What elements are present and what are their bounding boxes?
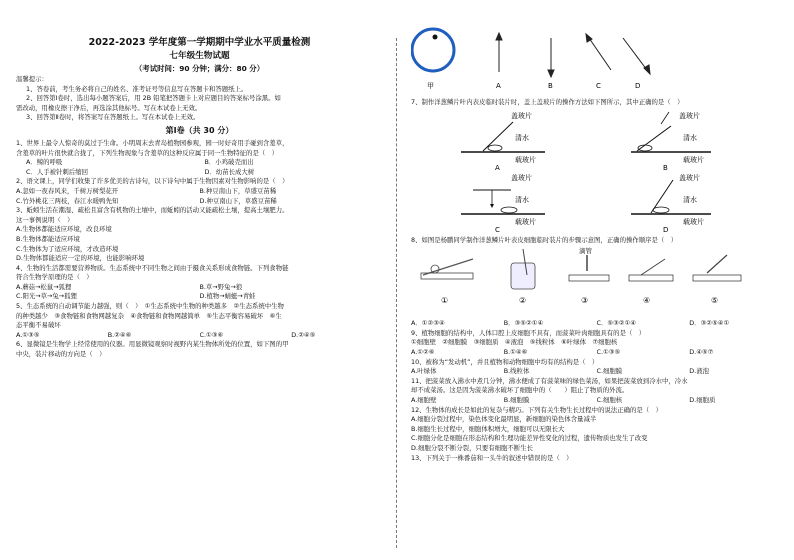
arrow-label-c: C <box>596 82 601 90</box>
q4-option-c: C.阳光→草→兔→狐狸 <box>16 292 77 301</box>
svg-text:A: A <box>495 163 500 172</box>
q10-option-d: D.液泡 <box>689 367 709 376</box>
notice-label: 温馨提示： <box>16 75 48 83</box>
question-5-cont: 的种类越少 ③食物链和食物网越复杂 ④食物链和食物网越简单 ⑤生态平衡容易破坏 ⑥生 <box>16 311 282 320</box>
notice-line: 需改动，用橡皮擦干净后，再选涂其他标号。写在本试卷上无效。 <box>16 103 202 112</box>
question-11-cont: 却不成菜汤。这是因为菠菜沸水破坏了细胞中的（ ）阻止了物质的外流。 <box>411 386 629 395</box>
q7-panel-b <box>631 111 711 172</box>
q5-option-d: D.②④⑤ <box>291 330 316 339</box>
q8-step-2 <box>511 249 535 305</box>
question-8: 8、如图是杨鹏同学制作洋葱鳞片叶表皮细胞临时装片的步骤示意图，正确的操作顺序是（ ） <box>411 235 678 244</box>
svg-text:①: ① <box>441 296 449 306</box>
svg-text:载玻片: 载玻片 <box>515 217 536 226</box>
q8-step-1 <box>421 259 473 305</box>
question-3-cont: 这一事例说明（ ） <box>16 215 74 224</box>
q11-option-a: A.细胞壁 <box>411 395 437 404</box>
notice-line: 3、回答第Ⅱ卷时，将答案写在答题纸上。写在本试卷上无效。 <box>26 113 200 122</box>
q8-figure <box>411 245 782 315</box>
arrow-c <box>589 38 611 70</box>
exam-subtitle: 七年级生物试题 <box>169 51 230 61</box>
question-11: 11、把菠菜放入沸水中煮几分钟，沸水便成了有菠菜味的绿色菜汤，如果把菠菜放到冷水中，冷水 <box>411 376 688 385</box>
q1-option-b: B．小鸡破壳而出 <box>204 158 254 167</box>
notice-line: 2、回答第Ⅰ卷时，选出每小题答案后，用 2B 铅笔把答题卡上对应题目的答案标号涂黑。如 <box>26 94 281 103</box>
q10-option-a: A.叶绿体 <box>411 367 437 376</box>
svg-text:清水: 清水 <box>515 195 529 204</box>
field-of-view-circle <box>412 29 454 71</box>
svg-text:④: ④ <box>643 296 651 306</box>
q8-step-4 <box>629 259 673 305</box>
notice-line: 1、答卷前，考生务必将自己的姓名、准考证号等信息写在答题卡和答题纸上。 <box>26 84 248 93</box>
q7-panel-c <box>461 173 545 232</box>
svg-text:载玻片: 载玻片 <box>683 155 704 164</box>
arrow-label-d: D <box>635 82 641 90</box>
svg-text:盖玻片: 盖玻片 <box>679 111 700 120</box>
q2-option-a: A.忽如一夜春风来，千树万树梨花开 <box>16 186 119 195</box>
q12-option-c: C.细胞分化是细胞在形态结构和生理功能差异性变化的过程，遗传物质也发生了改变 <box>411 434 648 443</box>
q7-panel-a <box>461 111 545 172</box>
q7-figure <box>411 108 782 232</box>
question-10: 10、被称为“发动机”，并且植物和动物细胞中均有的结构是（ ） <box>411 357 599 366</box>
q4-option-a: A.蘑菇→松鼠→狐狸 <box>16 282 72 291</box>
q3-option-c: C.生物体为了适应环境，才改造环境 <box>16 244 119 253</box>
question-13: 13、下列关于一株番茄和一头牛的叙述中错误的是（ ） <box>411 453 573 462</box>
q11-option-c: C.细胞核 <box>596 395 623 404</box>
svg-text:D: D <box>663 225 669 232</box>
question-4-cont: 符合生物学原理的是（ ） <box>16 273 93 282</box>
question-9-list: ①细胞壁 ②细胞膜 ③细胞质 ④液泡 ⑤线粒体 ⑥叶绿体 ⑦细胞核 <box>411 338 618 347</box>
question-5-cont: 态平衡不易破坏 <box>16 321 61 330</box>
q6-label-jia: 甲 <box>427 82 434 90</box>
arrow-d-head <box>644 65 650 74</box>
q4-option-d: D.植物→蜻蜓→青蛙 <box>199 292 256 301</box>
q11-option-d: D.细胞质 <box>689 395 716 404</box>
q8-option-c: C．⑤③②①④ <box>596 319 636 328</box>
section-title: 第Ⅰ卷（共 30 分） <box>165 125 234 135</box>
q12-option-d: D.细胞分裂不断分裂，只要有细胞不断生长 <box>411 443 533 452</box>
svg-text:③: ③ <box>581 296 589 306</box>
svg-text:载玻片: 载玻片 <box>515 155 536 164</box>
q1-option-a: A．鲸的呼吸 <box>26 158 63 167</box>
right-column <box>397 0 794 560</box>
question-9: 9、植物细胞的结构中，人体口腔上皮细胞不具有，而菠菜叶肉细胞具有的是（ ） <box>411 328 646 337</box>
q3-option-b: B.生物体都能适应环境 <box>16 234 80 243</box>
q2-option-b: B.种豆南山下，草盛豆苗稀 <box>199 186 277 195</box>
question-4: 4、生物的生活都需要营养物质。生态系统中不同生物之间由于摄食关系形成食物链。下列食物链 <box>16 263 289 272</box>
svg-text:B: B <box>663 163 668 172</box>
q9-option-d: D.④⑤⑦ <box>689 347 714 356</box>
q8-option-b: B．③⑤②①④ <box>503 319 544 328</box>
question-1: 1、世界上最令人惊奇的莫过于生命。小明周末去青岛植物园参观，园一时好奇用手碰到含羞草， <box>16 138 289 147</box>
svg-text:滴管: 滴管 <box>579 247 592 256</box>
svg-text:清水: 清水 <box>515 133 529 142</box>
arrow-label-b: B <box>548 82 553 90</box>
svg-text:盖玻片: 盖玻片 <box>511 111 532 120</box>
arrow-b-head <box>548 70 554 77</box>
q9-option-a: A.①②⑥ <box>411 347 435 356</box>
q7-panel-d <box>631 173 711 232</box>
q8-option-a: A．①②③④ <box>411 319 445 328</box>
q9-option-c: C.①③⑤ <box>596 347 621 356</box>
q10-option-c: C.细胞膜 <box>596 367 623 376</box>
arrow-label-a: A <box>496 82 501 90</box>
svg-text:载玻片: 载玻片 <box>683 217 704 226</box>
q2-option-d: D.种豆南山下，草盛豆苗稀 <box>199 196 277 205</box>
q1-option-d: D．幼苗长成大树 <box>204 167 255 176</box>
q12-option-a: A.细胞分裂过程中，染色体变化最明显，新细胞的染色体含量减半 <box>411 415 597 424</box>
q3-option-d: D.生物体都能适应一定的环境，也能影响环境 <box>16 254 145 263</box>
question-5: 5、生态系统的自动调节能力越强，则（ ） ①生态系统中生物的种类越多 ②生态系统中生物 <box>16 302 284 311</box>
question-12: 12、生物体的成长是如此的复杂与精巧。下列有关生物生长过程中的说法正确的是（ ） <box>411 405 662 414</box>
q3-option-a: A.生物体都能适应环境，改良环境 <box>16 225 112 234</box>
question-1-cont: 含羞草的叶片很快就合拢了，下列生物现象与含羞草的这种反应属于同一生物特征的是（ ） <box>16 148 279 157</box>
question-2: 2、语文课上，同学们收集了许多优美的古诗句，以下诗句中属于生物因素对生物影响的是（ ） <box>16 177 289 186</box>
q5-option-c: C.①③⑥ <box>199 330 224 339</box>
svg-text:盖玻片: 盖玻片 <box>511 173 532 182</box>
exam-title: 2022-2023 学年度第一学期期中学业水平质量检测 <box>88 37 311 48</box>
q2-option-c: C.竹外桃花三两枝，春江水暖鸭先知 <box>16 196 119 205</box>
question-3: 3、蚯蚓生活在潮湿、疏松且富含有机物的土壤中，而蚯蚓的活动又能疏松土壤，提高土壤肥力。 <box>16 206 289 215</box>
q8-step-5 <box>693 255 741 305</box>
q10-option-b: B.线粒体 <box>503 367 530 376</box>
q9-option-b: B.①④⑥ <box>503 347 528 356</box>
question-7: 7、制作洋葱鳞片叶内表皮临时装片时，盖上盖玻片的操作方法如下图所示，其中正确的是（ ） <box>411 98 684 106</box>
svg-text:C: C <box>495 225 500 232</box>
specimen-dot <box>433 35 438 40</box>
q8-option-d: D．③②⑤④① <box>689 319 730 328</box>
svg-text:⑤: ⑤ <box>711 296 719 306</box>
q5-option-b: B.②④⑥ <box>107 330 132 339</box>
q12-option-b: B.细胞生长过程中，细胞体积增大，细胞可以无限长大 <box>411 424 565 433</box>
exam-info: （考试时间：90 分钟；满分：80 分） <box>134 64 265 73</box>
svg-text:盖玻片: 盖玻片 <box>679 173 700 182</box>
q5-option-a: A.①③⑤ <box>16 330 40 339</box>
q11-option-b: B.细胞膜 <box>503 395 530 404</box>
q1-option-c: C．人手被针刺后缩回 <box>26 167 88 176</box>
svg-text:②: ② <box>519 296 527 306</box>
q6-figure <box>411 8 782 94</box>
q8-step-3 <box>569 246 609 305</box>
svg-text:清水: 清水 <box>683 195 697 204</box>
q4-option-b: B.草→野兔→狼 <box>199 282 243 291</box>
question-6: 6、显微镜是生物学上经常使用的仪器。用显微镜观察时视野内某生物体所处的位置，如下图的甲 <box>16 340 289 349</box>
arrow-d <box>623 38 647 70</box>
arrow-a-head <box>496 33 502 40</box>
question-6-cont: 中央，装片移动的方向是（ ） <box>16 350 106 359</box>
svg-text:清水: 清水 <box>683 133 697 142</box>
